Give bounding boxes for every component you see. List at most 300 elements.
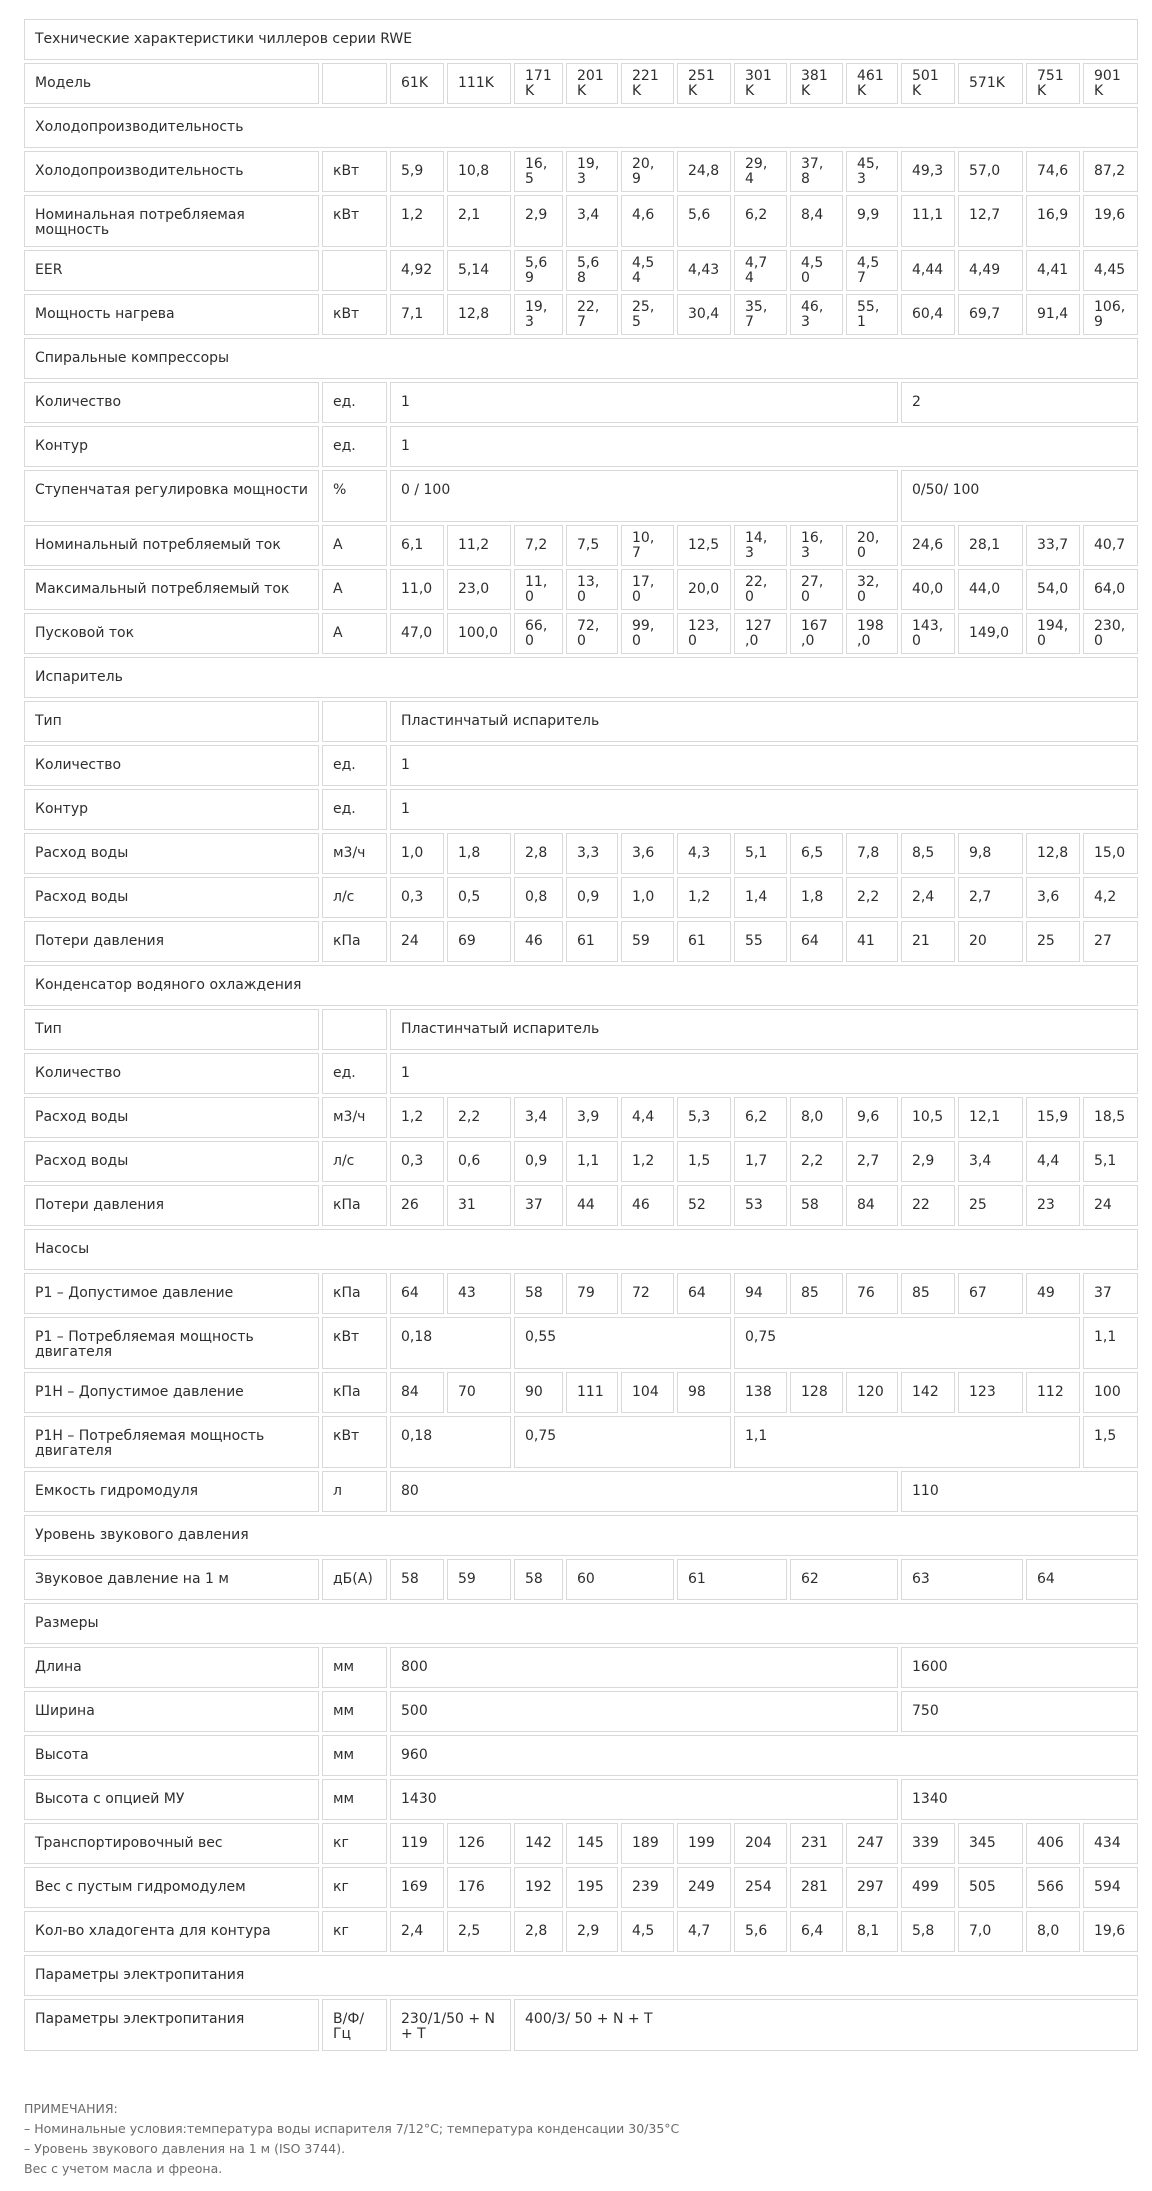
- value-cell: 167,0: [790, 613, 843, 654]
- value-cell: 20,0: [846, 525, 898, 566]
- value-cell: 37: [514, 1185, 563, 1226]
- value-cell: 37: [1083, 1273, 1138, 1314]
- row-unit: л: [322, 1471, 387, 1512]
- value-cell: 2,9: [901, 1141, 955, 1182]
- value-cell: 381K: [790, 63, 843, 104]
- row-label: Мощность нагрева: [24, 294, 319, 335]
- value-cell: 149,0: [958, 613, 1023, 654]
- row-label: Пусковой ток: [24, 613, 319, 654]
- value-cell: 281: [790, 1867, 843, 1908]
- value-cell: 571K: [958, 63, 1023, 104]
- value-cell: 201K: [566, 63, 618, 104]
- value-cell: 501K: [901, 63, 955, 104]
- row-label: Кол-во хладогента для контура: [24, 1911, 319, 1952]
- value-cell: 0 / 100: [390, 470, 898, 522]
- value-cell: 64: [790, 921, 843, 962]
- row-unit: кг: [322, 1823, 387, 1864]
- value-cell: 339: [901, 1823, 955, 1864]
- value-cell: 27: [1083, 921, 1138, 962]
- row-label: Тип: [24, 701, 319, 742]
- value-cell: 5,1: [734, 833, 787, 874]
- row-unit: ед.: [322, 382, 387, 423]
- value-cell: 126: [447, 1823, 511, 1864]
- table-row: [24, 569, 1138, 610]
- row-unit: л/с: [322, 1141, 387, 1182]
- row-label: Потери давления: [24, 1185, 319, 1226]
- value-cell: 72: [621, 1273, 674, 1314]
- value-cell: 3,3: [566, 833, 618, 874]
- spec-table-body: [24, 19, 1138, 2051]
- row-label: Количество: [24, 382, 319, 423]
- value-cell: 123,0: [677, 613, 731, 654]
- table-row: [24, 1009, 1138, 1050]
- value-cell: 2,1: [447, 195, 511, 247]
- value-cell: 0,5: [447, 877, 511, 918]
- value-cell: 24: [390, 921, 444, 962]
- value-cell: 111: [566, 1372, 618, 1413]
- value-cell: 26: [390, 1185, 444, 1226]
- value-cell: 960: [390, 1735, 1138, 1776]
- row-unit: л/с: [322, 877, 387, 918]
- table-row: [24, 1317, 1138, 1369]
- value-cell: 1: [390, 382, 898, 423]
- value-cell: 57,0: [958, 151, 1023, 192]
- value-cell: 6,1: [390, 525, 444, 566]
- value-cell: 5,68: [566, 250, 618, 291]
- value-cell: 1: [390, 789, 1138, 830]
- value-cell: 2,8: [514, 1911, 563, 1952]
- row-unit: кВт: [322, 294, 387, 335]
- value-cell: 9,8: [958, 833, 1023, 874]
- value-cell: 11,2: [447, 525, 511, 566]
- value-cell: 8,0: [790, 1097, 843, 1138]
- row-label: Номинальная потребляемая мощность: [24, 195, 319, 247]
- value-cell: 1,2: [390, 195, 444, 247]
- value-cell: 64: [390, 1273, 444, 1314]
- value-cell: 4,7: [677, 1911, 731, 1952]
- row-label: Параметры электропитания: [24, 1999, 319, 2051]
- value-cell: 434: [1083, 1823, 1138, 1864]
- value-cell: 2,9: [514, 195, 563, 247]
- row-unit: ед.: [322, 426, 387, 467]
- value-cell: 76: [846, 1273, 898, 1314]
- row-unit: [322, 701, 387, 742]
- table-row: [24, 1559, 1138, 1600]
- value-cell: 64: [1026, 1559, 1138, 1600]
- table-row: [24, 470, 1138, 522]
- value-cell: 2,2: [447, 1097, 511, 1138]
- value-cell: 43: [447, 1273, 511, 1314]
- value-cell: 566: [1026, 1867, 1080, 1908]
- value-cell: 406: [1026, 1823, 1080, 1864]
- value-cell: 21: [901, 921, 955, 962]
- row-unit: кВт: [322, 1317, 387, 1369]
- row-unit: кПа: [322, 921, 387, 962]
- value-cell: 176: [447, 1867, 511, 1908]
- value-cell: 3,4: [958, 1141, 1023, 1182]
- value-cell: 1,1: [734, 1416, 1080, 1468]
- value-cell: 5,8: [901, 1911, 955, 1952]
- value-cell: 2,4: [390, 1911, 444, 1952]
- value-cell: 4,5: [621, 1911, 674, 1952]
- table-row: [24, 195, 1138, 247]
- row-label: Максимальный потребляемый ток: [24, 569, 319, 610]
- notes-line: – Номинальные условия:температура воды испарителя 7/12°С; температура конденсации 30/35°С: [24, 2121, 680, 2136]
- value-cell: 1,0: [390, 833, 444, 874]
- value-cell: 24,8: [677, 151, 731, 192]
- value-cell: 25: [1026, 921, 1080, 962]
- value-cell: 751K: [1026, 63, 1080, 104]
- value-cell: 20,0: [677, 569, 731, 610]
- table-row: [24, 1416, 1138, 1468]
- value-cell: 20,9: [621, 151, 674, 192]
- value-cell: 47,0: [390, 613, 444, 654]
- value-cell: 204: [734, 1823, 787, 1864]
- value-cell: 499: [901, 1867, 955, 1908]
- value-cell: 44: [566, 1185, 618, 1226]
- row-label: Вес с пустым гидромодулем: [24, 1867, 319, 1908]
- value-cell: 9,9: [846, 195, 898, 247]
- value-cell: 4,54: [621, 250, 674, 291]
- value-cell: 1,2: [621, 1141, 674, 1182]
- value-cell: 3,4: [514, 1097, 563, 1138]
- row-label: Модель: [24, 63, 319, 104]
- value-cell: 169: [390, 1867, 444, 1908]
- value-cell: 8,1: [846, 1911, 898, 1952]
- value-cell: 67: [958, 1273, 1023, 1314]
- row-label: Емкость гидромодуля: [24, 1471, 319, 1512]
- row-label: Длина: [24, 1647, 319, 1688]
- value-cell: 12,8: [447, 294, 511, 335]
- value-cell: 0,55: [514, 1317, 731, 1369]
- section-header-row: [24, 965, 1138, 1006]
- value-cell: 2,8: [514, 833, 563, 874]
- table-row: [24, 877, 1138, 918]
- value-cell: 55: [734, 921, 787, 962]
- table-row: [24, 921, 1138, 962]
- value-cell: 70: [447, 1372, 511, 1413]
- section-title: Холодопроизводительность: [24, 107, 1138, 148]
- value-cell: 297: [846, 1867, 898, 1908]
- value-cell: 100: [1083, 1372, 1138, 1413]
- value-cell: 46: [621, 1185, 674, 1226]
- value-cell: 1,8: [447, 833, 511, 874]
- row-label: P1H – Потребляемая мощность двигателя: [24, 1416, 319, 1468]
- table-row: [24, 1823, 1138, 1864]
- value-cell: 45,3: [846, 151, 898, 192]
- value-cell: 500: [390, 1691, 898, 1732]
- value-cell: 35,7: [734, 294, 787, 335]
- value-cell: 1600: [901, 1647, 1138, 1688]
- value-cell: 13,0: [566, 569, 618, 610]
- value-cell: 61: [566, 921, 618, 962]
- table-row: [24, 151, 1138, 192]
- table-row: [24, 525, 1138, 566]
- value-cell: 4,57: [846, 250, 898, 291]
- value-cell: 2,2: [846, 877, 898, 918]
- value-cell: 15,0: [1083, 833, 1138, 874]
- value-cell: 58: [390, 1559, 444, 1600]
- value-cell: 10,8: [447, 151, 511, 192]
- value-cell: 0,3: [390, 877, 444, 918]
- value-cell: 123: [958, 1372, 1023, 1413]
- value-cell: 16,5: [514, 151, 563, 192]
- value-cell: 2: [901, 382, 1138, 423]
- value-cell: 1,7: [734, 1141, 787, 1182]
- value-cell: 112: [1026, 1372, 1080, 1413]
- row-unit: [322, 1009, 387, 1050]
- value-cell: 4,50: [790, 250, 843, 291]
- value-cell: 111K: [447, 63, 511, 104]
- table-row: [24, 1647, 1138, 1688]
- value-cell: 58: [514, 1559, 563, 1600]
- row-unit: мм: [322, 1779, 387, 1820]
- value-cell: 199: [677, 1823, 731, 1864]
- value-cell: 4,4: [1026, 1141, 1080, 1182]
- value-cell: 32,0: [846, 569, 898, 610]
- table-row: [24, 1372, 1138, 1413]
- row-label: Контур: [24, 426, 319, 467]
- value-cell: 1,1: [566, 1141, 618, 1182]
- section-header-row: [24, 657, 1138, 698]
- row-label: Тип: [24, 1009, 319, 1050]
- section-header-row: [24, 1603, 1138, 1644]
- spec-table: [21, 16, 1141, 2054]
- row-label: Контур: [24, 789, 319, 830]
- row-label: Расход воды: [24, 877, 319, 918]
- value-cell: 0,9: [566, 877, 618, 918]
- value-cell: 49: [1026, 1273, 1080, 1314]
- value-cell: 59: [621, 921, 674, 962]
- notes: [24, 2099, 1124, 2179]
- value-cell: 6,4: [790, 1911, 843, 1952]
- value-cell: 46,3: [790, 294, 843, 335]
- table-row: [24, 63, 1138, 104]
- value-cell: 0,3: [390, 1141, 444, 1182]
- row-unit: мм: [322, 1647, 387, 1688]
- value-cell: 15,9: [1026, 1097, 1080, 1138]
- value-cell: 85: [790, 1273, 843, 1314]
- section-header-row: [24, 338, 1138, 379]
- table-row: [24, 250, 1138, 291]
- value-cell: 505: [958, 1867, 1023, 1908]
- value-cell: 69: [447, 921, 511, 962]
- row-unit: м3/ч: [322, 833, 387, 874]
- value-cell: 4,44: [901, 250, 955, 291]
- row-unit: [322, 250, 387, 291]
- value-cell: 8,5: [901, 833, 955, 874]
- value-cell: 5,9: [390, 151, 444, 192]
- value-cell: 16,9: [1026, 195, 1080, 247]
- value-cell: 198,0: [846, 613, 898, 654]
- value-cell: 22,7: [566, 294, 618, 335]
- value-cell: 461K: [846, 63, 898, 104]
- value-cell: 99,0: [621, 613, 674, 654]
- value-cell: 221K: [621, 63, 674, 104]
- value-cell: 8,4: [790, 195, 843, 247]
- value-cell: 72,0: [566, 613, 618, 654]
- section-header-row: [24, 1515, 1138, 1556]
- value-cell: 44,0: [958, 569, 1023, 610]
- value-cell: 5,14: [447, 250, 511, 291]
- value-cell: 7,0: [958, 1911, 1023, 1952]
- value-cell: 1: [390, 426, 1138, 467]
- value-cell: 1,2: [677, 877, 731, 918]
- value-cell: 1,2: [390, 1097, 444, 1138]
- value-cell: 11,0: [390, 569, 444, 610]
- row-unit: кВт: [322, 151, 387, 192]
- value-cell: 24,6: [901, 525, 955, 566]
- value-cell: 94: [734, 1273, 787, 1314]
- section-title: Конденсатор водяного охлаждения: [24, 965, 1138, 1006]
- value-cell: 2,2: [790, 1141, 843, 1182]
- row-label: Потери давления: [24, 921, 319, 962]
- value-cell: 5,3: [677, 1097, 731, 1138]
- row-unit: кг: [322, 1867, 387, 1908]
- row-unit: кг: [322, 1911, 387, 1952]
- value-cell: 6,2: [734, 195, 787, 247]
- value-cell: 1,5: [1083, 1416, 1138, 1468]
- value-cell: 119: [390, 1823, 444, 1864]
- value-cell: 5,6: [677, 195, 731, 247]
- table-row: [24, 1273, 1138, 1314]
- value-cell: 5,6: [734, 1911, 787, 1952]
- table-row: [24, 833, 1138, 874]
- value-cell: 60: [566, 1559, 674, 1600]
- notes-heading: ПРИМЕЧАНИЯ:: [24, 2101, 118, 2116]
- value-cell: 85: [901, 1273, 955, 1314]
- row-unit: ед.: [322, 1053, 387, 1094]
- value-cell: 750: [901, 1691, 1138, 1732]
- row-unit: кПа: [322, 1372, 387, 1413]
- value-cell: 31: [447, 1185, 511, 1226]
- table-row: [24, 1779, 1138, 1820]
- table-row: [24, 1999, 1138, 2051]
- row-label: EER: [24, 250, 319, 291]
- value-cell: 27,0: [790, 569, 843, 610]
- row-label: Номинальный потребляемый ток: [24, 525, 319, 566]
- notes-line: – Уровень звукового давления на 1 м (ISO 3744).: [24, 2141, 346, 2156]
- value-cell: 5,1: [1083, 1141, 1138, 1182]
- value-cell: 80: [390, 1471, 898, 1512]
- value-cell: 4,41: [1026, 250, 1080, 291]
- value-cell: 2,5: [447, 1911, 511, 1952]
- value-cell: 74,6: [1026, 151, 1080, 192]
- value-cell: 40,0: [901, 569, 955, 610]
- value-cell: 195: [566, 1867, 618, 1908]
- table-row: [24, 789, 1138, 830]
- value-cell: 10,7: [621, 525, 674, 566]
- row-label: Расход воды: [24, 1097, 319, 1138]
- value-cell: 18,5: [1083, 1097, 1138, 1138]
- value-cell: 4,74: [734, 250, 787, 291]
- table-row: [24, 1867, 1138, 1908]
- value-cell: 251K: [677, 63, 731, 104]
- value-cell: 345: [958, 1823, 1023, 1864]
- value-cell: 55,1: [846, 294, 898, 335]
- row-unit: дБ(А): [322, 1559, 387, 1600]
- row-unit: ед.: [322, 789, 387, 830]
- value-cell: 594: [1083, 1867, 1138, 1908]
- table-row: [24, 382, 1138, 423]
- value-cell: 901K: [1083, 63, 1138, 104]
- table-row: [24, 1141, 1138, 1182]
- value-cell: 62: [790, 1559, 898, 1600]
- value-cell: 1,5: [677, 1141, 731, 1182]
- value-cell: 194,0: [1026, 613, 1080, 654]
- row-label: Ширина: [24, 1691, 319, 1732]
- section-header-row: [24, 107, 1138, 148]
- row-label: P1H – Допустимое давление: [24, 1372, 319, 1413]
- value-cell: 37,8: [790, 151, 843, 192]
- value-cell: 3,9: [566, 1097, 618, 1138]
- value-cell: 19,6: [1083, 1911, 1138, 1952]
- value-cell: 66,0: [514, 613, 563, 654]
- value-cell: 11,0: [514, 569, 563, 610]
- value-cell: 192: [514, 1867, 563, 1908]
- value-cell: 79: [566, 1273, 618, 1314]
- value-cell: 4,3: [677, 833, 731, 874]
- value-cell: 60,4: [901, 294, 955, 335]
- value-cell: 1,4: [734, 877, 787, 918]
- value-cell: 3,4: [566, 195, 618, 247]
- value-cell: 58: [514, 1273, 563, 1314]
- row-label: Звуковое давление на 1 м: [24, 1559, 319, 1600]
- row-unit: В/Ф/Гц: [322, 1999, 387, 2051]
- value-cell: 30,4: [677, 294, 731, 335]
- section-header-row: [24, 1955, 1138, 1996]
- value-cell: 12,8: [1026, 833, 1080, 874]
- table-row: [24, 1053, 1138, 1094]
- value-cell: 87,2: [1083, 151, 1138, 192]
- table-row: [24, 1735, 1138, 1776]
- row-unit: кВт: [322, 195, 387, 247]
- value-cell: 0,9: [514, 1141, 563, 1182]
- row-label: Транспортировочный вес: [24, 1823, 319, 1864]
- value-cell: 231: [790, 1823, 843, 1864]
- value-cell: 61: [677, 1559, 787, 1600]
- value-cell: 230/1/50 + N + T: [390, 1999, 511, 2051]
- value-cell: 189: [621, 1823, 674, 1864]
- value-cell: 301K: [734, 63, 787, 104]
- value-cell: 22,0: [734, 569, 787, 610]
- value-cell: 3,6: [1026, 877, 1080, 918]
- row-label: Количество: [24, 745, 319, 786]
- row-label: Высота: [24, 1735, 319, 1776]
- table-row: [24, 701, 1138, 742]
- value-cell: 127,0: [734, 613, 787, 654]
- row-label: Расход воды: [24, 1141, 319, 1182]
- section-title: Параметры электропитания: [24, 1955, 1138, 1996]
- value-cell: 106,9: [1083, 294, 1138, 335]
- value-cell: 142: [901, 1372, 955, 1413]
- value-cell: 53: [734, 1185, 787, 1226]
- value-cell: 0,75: [734, 1317, 1080, 1369]
- value-cell: 25: [958, 1185, 1023, 1226]
- value-cell: 1,1: [1083, 1317, 1138, 1369]
- row-label: P1 – Допустимое давление: [24, 1273, 319, 1314]
- row-unit: %: [322, 470, 387, 522]
- value-cell: 46: [514, 921, 563, 962]
- value-cell: 98: [677, 1372, 731, 1413]
- section-title: Испаритель: [24, 657, 1138, 698]
- table-row: [24, 426, 1138, 467]
- value-cell: 20: [958, 921, 1023, 962]
- value-cell: 25,5: [621, 294, 674, 335]
- value-cell: 4,6: [621, 195, 674, 247]
- value-cell: 110: [901, 1471, 1138, 1512]
- value-cell: 142: [514, 1823, 563, 1864]
